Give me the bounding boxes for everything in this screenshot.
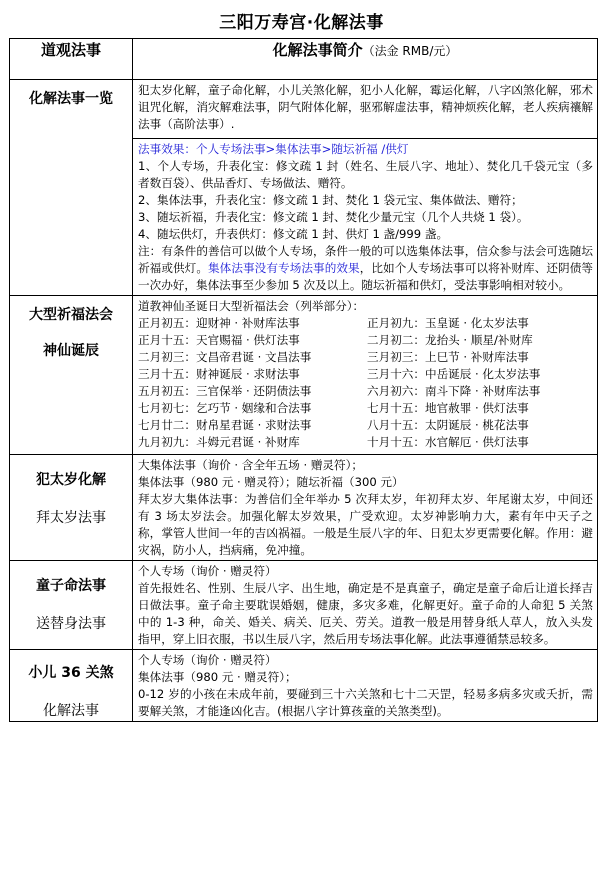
guansha-block: [133, 650, 597, 721]
ritual-list-text: 犯太岁化解，童子命化解，小儿关煞化解，犯小人化解，霉运化解，八字凶煞化解，邪术诅咒化解，消灾解难法事，阴气附体化解，驱邪解虚法事，精神烦疾化解，老人疾病禳解法事（高阶法事）.: [138, 83, 593, 131]
taisui-block: [133, 455, 597, 560]
page-title: 三阳万寿宫·化解法事: [219, 13, 384, 33]
effect-note: [138, 243, 593, 294]
note-highlight: 集体法事没有专场法事的效果: [208, 261, 360, 275]
header-col2-note: （法金 RMB/元）: [362, 44, 458, 58]
table-row: [10, 561, 598, 650]
effect-title: 法事效果：个人专场法事>集体法事>随坛祈福 /供灯: [138, 142, 409, 156]
content-cell: [133, 561, 598, 650]
table-header-row: [10, 39, 598, 80]
description: 首先报姓名、性别、生辰八字、出生地，确定是不是真童子，确定是童子命后让道长择吉日做法事。童子命主要耽误婚姻，健康，多灾多难，化解更好。童子命的人命犯 5 关煞中的 1-3 种，命关、婚关、病关、厄关、劳关。道教一般是用替身纸人草人，放入头发指甲，穿上旧衣服，书以生辰八字，然后用专场法事化解。此法事遵循禁忌较多。: [138, 581, 593, 646]
category-cell: [10, 650, 133, 722]
festival-item: 二月初三：文昌帝君诞 · 文昌法事: [138, 350, 312, 364]
price-line: 个人专场（询价 · 赠灵符）: [138, 564, 277, 578]
note-text-b: ，比如个人专场法事可以将补财库、还阴债等一次办好，集体法事至少参加 5 次及以上。随坛祈福和供灯，受法事影响相对较小。: [138, 261, 593, 292]
category-sub: 拜太岁法事: [36, 510, 106, 526]
description: 0-12 岁的小孩在未成年前，要碰到三十六关煞和七十二天罡，轻易多病多灾或夭折，需要解关煞，才能逢凶化吉。(根据八字计算孩童的关煞类型)。: [138, 687, 593, 718]
table-row: [10, 455, 598, 561]
effect-line: 4、随坛供灯，升表供灯：修文疏 1 封、供灯 1 盏/999 盏。: [138, 227, 449, 241]
festival-item: 七月十五：地官赦罪 · 供灯法事: [367, 401, 529, 415]
category-sub: 化解法事: [43, 703, 99, 719]
price-line: 集体法事（980 元 · 赠灵符）；: [138, 670, 297, 684]
table-row: [10, 650, 598, 722]
category-cell: [10, 455, 133, 561]
header-col-temple-ritual: 道观法事: [10, 39, 133, 80]
category-sub: 神仙诞辰: [43, 343, 99, 359]
description: 拜太岁大集体法事：为善信们全年举办 5 次拜太岁，年初拜太岁、年尾谢太岁，中间还有 3 场太岁法会。加强化解太岁效果，广受欢迎。太岁神影响力大，素有年中天子之称，掌管人世间一年的吉凶祸福。一般是生辰八字的年、日犯太岁更需要化解。作用：避灾祸，防小人，挡病痛，免冲撞。: [138, 492, 593, 557]
table-row: [10, 296, 598, 455]
festival-item: 十月十五：水官解厄 · 供灯法事: [367, 435, 529, 449]
effect-block: [133, 138, 597, 295]
content-cell: [133, 455, 598, 561]
festival-item: 二月初二：龙抬头 · 顺星/补财库: [367, 333, 533, 347]
festival-item: 七月初七：乞巧节 · 姻缘和合法事: [138, 401, 312, 415]
festival-item: 三月十六：中岳诞辰 · 化太岁法事: [367, 367, 541, 381]
effect-line: 1、个人专场，升表化宝：修文疏 1 封（姓名、生辰八字、地址）、焚化几千袋元宝（多者数百袋）、供品香灯、专场做法、赠符。: [138, 159, 593, 190]
header-col-description: [133, 39, 598, 80]
category-sub: 送替身法事: [36, 616, 106, 632]
content-cell: [133, 80, 598, 296]
category-cell: [10, 561, 133, 650]
festival-grid: [138, 315, 593, 451]
festival-item: 七月廿二：财帛星君诞 · 求财法事: [138, 418, 312, 432]
price-line: 大集体法事（询价 · 含全年五场 · 赠灵符）；: [138, 458, 364, 472]
price-line: 个人专场（询价 · 赠灵符）: [138, 653, 277, 667]
category-cell: [10, 80, 133, 296]
category-name: 犯太岁化解: [36, 472, 106, 488]
festival-item: 八月十五：太阴诞辰 · 桃花法事: [367, 418, 529, 432]
festival-item: 九月初九：斗姆元君诞 · 补财库: [138, 435, 300, 449]
content-cell: [133, 650, 598, 722]
category-name: 童子命法事: [36, 578, 106, 594]
effect-line: 2、集体法事，升表化宝：修文疏 1 封、焚化 1 袋元宝、集体做法、赠符；: [138, 193, 523, 207]
festival-item: 三月十五：财神诞辰 · 求财法事: [138, 367, 300, 381]
category-name: 化解法事一览: [29, 91, 113, 107]
price-line: 集体法事（980 元 · 赠灵符）；随坛祈福（300 元）: [138, 475, 404, 489]
header-col2-title: 化解法事简介: [272, 41, 363, 59]
tongzi-block: [133, 561, 597, 649]
category-name: 小儿 36 关煞: [28, 665, 114, 681]
festival-item: 正月初九：玉皇诞 · 化太岁法事: [367, 316, 529, 330]
festival-item: 三月初三：上巳节 · 补财库法事: [367, 350, 529, 364]
festival-item: 正月十五：天官赐福 · 供灯法事: [138, 333, 300, 347]
festival-item: 六月初六：南斗下降 · 补财库法事: [367, 384, 541, 398]
festival-item: 五月初五：三官保举 · 还阴债法事: [138, 384, 312, 398]
table-row: [10, 80, 598, 296]
rituals-table: [9, 38, 598, 722]
festival-block: [133, 296, 597, 454]
effect-line: 3、随坛祈福，升表化宝：修文疏 1 封、焚化少量元宝（几个人共烧 1 袋）。: [138, 210, 529, 224]
category-cell: [10, 296, 133, 455]
category-name: 大型祈福法会: [29, 307, 113, 323]
festival-item: 正月初五：迎财神 · 补财库法事: [138, 316, 300, 330]
content-cell: [133, 296, 598, 455]
festival-intro: 道教神仙圣诞日大型祈福法会（列举部分）：: [138, 299, 365, 313]
note-text-a: 注：有条件的善信可以做个人专场，条件一般的可以选集体法事，信众参与法会可选随坛祈福或供灯。: [138, 244, 593, 275]
